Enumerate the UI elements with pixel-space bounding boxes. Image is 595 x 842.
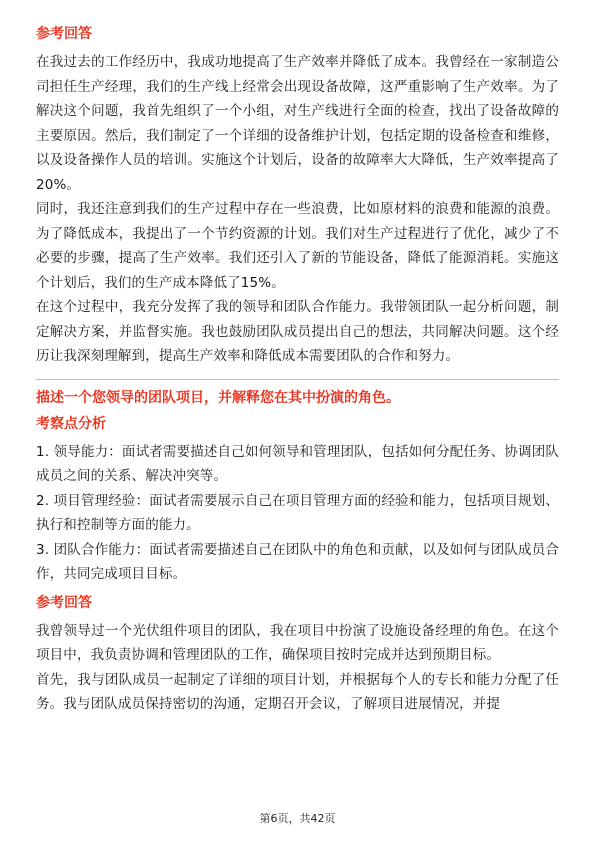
page-number: 第6页，共42页 xyxy=(259,812,336,825)
answer-paragraph: 同时，我还注意到我们的生产过程中存在一些浪费，比如原材料的浪费和能源的浪费。为了降低成本，我提出了一个节约资源的计划。我们对生产过程进行了优化，减少了不必要的步骤，提高了生产效率。我们还引入了新的节能设备，降低了能源消耗。实施这个计划后，我们的生产成本降低了15%。 xyxy=(36,201,559,291)
answer-paragraph: 在这个过程中，我充分发挥了我的领导和团队合作能力。我带领团队一起分析问题，制定解决方案，并监督实施。我也鼓励团队成员提出自己的想法，共同解决问题。这个经历让我深刻理解到，提高生产效率和降低成本需要团队的合作和努力。 xyxy=(36,299,559,364)
section-divider xyxy=(36,379,559,380)
analysis-item: 3. 团队合作能力：面试者需要描述自己在团队中的角色和贡献，以及如何与团队成员合作，共同完成项目目标。 xyxy=(36,541,559,582)
document-page xyxy=(36,24,559,717)
reference-answer-heading: 参考回答 xyxy=(36,26,92,42)
analysis-heading: 考察点分析 xyxy=(36,415,106,432)
question-title: 描述一个您领导的团队项目，并解释您在其中扮演的角色。 xyxy=(36,389,400,406)
answer-paragraph: 我曾领导过一个光伏组件项目的团队，我在项目中扮演了设施设备经理的角色。在这个项目中，我负责协调和管理团队的工作，确保项目按时完成并达到预期目标。 xyxy=(36,622,559,663)
answer-paragraph: 首先，我与团队成员一起制定了详细的项目计划，并根据每个人的专长和能力分配了任务。我与团队成员保持密切的沟通，定期召开会议，了解项目进展情况，并提 xyxy=(36,671,559,712)
analysis-item: 2. 项目管理经验：面试者需要展示自己在项目管理方面的经验和能力，包括项目规划、执行和控制等方面的能力。 xyxy=(36,492,559,533)
analysis-item: 1. 领导能力：面试者需要描述自己如何领导和管理团队，包括如何分配任务、协调团队成员之间的关系、解决冲突等。 xyxy=(36,443,559,484)
answer-paragraph: 在我过去的工作经历中，我成功地提高了生产效率并降低了成本。我曾经在一家制造公司担任生产经理，我们的生产线上经常会出现设备故障，这严重影响了生产效率。为了解决这个问题，我首先组织了一个小组，对生产线进行全面的检查，找出了设备故障的主要原因。然后，我们制定了一个详细的设备维护计划，包括定期的设备检查和维修，以及设备操作人员的培训。实施这个计划后，设备的故障率大大降低，生产效率提高了20%。 xyxy=(36,54,559,193)
reference-answer-heading: 参考回答 xyxy=(36,594,92,611)
